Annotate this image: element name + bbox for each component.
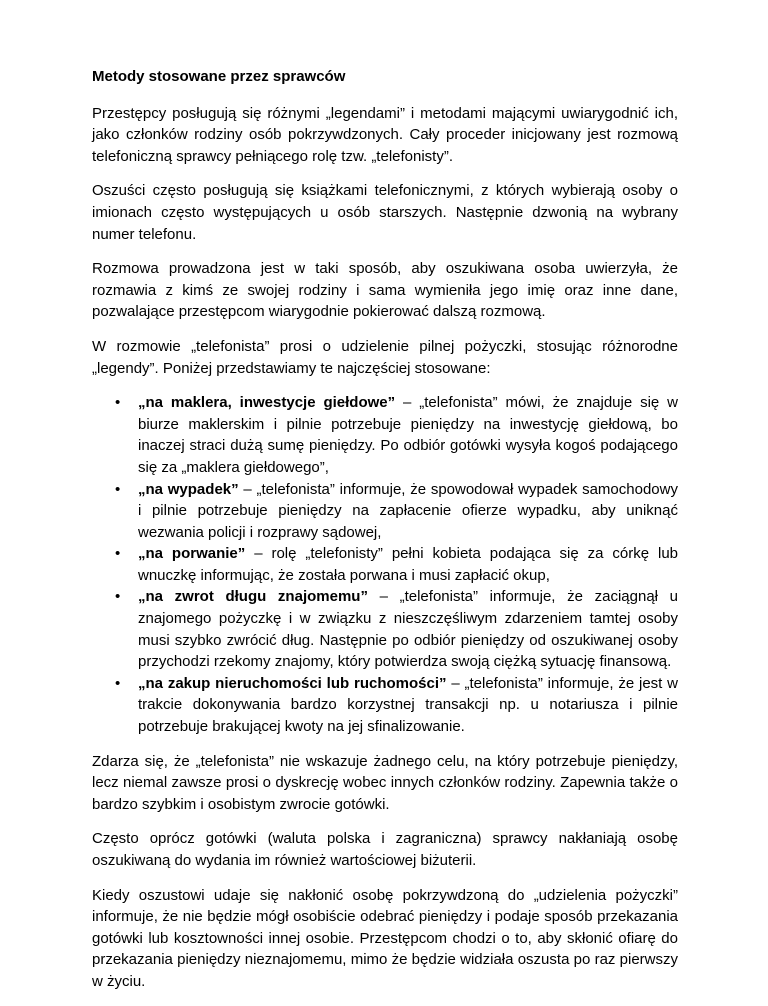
legend-label: „na zwrot długu znajomemu”: [138, 588, 368, 606]
paragraph-jewelry: Często oprócz gotówki (waluta polska i zagraniczna) sprawcy nakłaniają osobę oszukiwaną do wydania im również wartościowej biżuterii.: [92, 830, 678, 869]
paragraph-discretion: Zdarza się, że „telefonista” nie wskazuje żadnego celu, na który potrzebuje pieniędzy, lecz niemal zawsze prosi o dyskrecję wobec innych członków rodziny. Zapewnia także o bardzo szybkim i osobistym zwrocie gotówki.: [92, 752, 678, 813]
legend-text: – „telefonista” informuje, że spowodował wypadek samochodowy i pilnie potrzebuje pieniędzy na zapłacenie ofierze wypadku, aby uniknąć wezwania policji i rozprawy sądowej,: [138, 480, 678, 541]
legend-text: – „telefonista” mówi, że znajduje się w biurze maklerskim i pilnie potrzebuje pieniędzy na inwestycję giełdową, bo inaczej straci dużą sumę pieniędzy. Po odbiór gotówki wysyła kogoś podającego się za „maklera giełdowego”,: [138, 394, 679, 476]
list-item: [115, 479, 678, 544]
list-item: [115, 392, 679, 478]
paragraph-legends-intro: W rozmowie „telefonista” prosi o udzielenie pilnej pożyczki, stosując różnorodne „legendy”. Poniżej przedstawiamy te najczęściej stosowane:: [92, 337, 678, 377]
legend-label: „na wypadek”: [138, 480, 239, 498]
list-item: [115, 586, 678, 672]
legend-label: „na porwanie”: [138, 545, 246, 563]
legend-label: „na maklera, inwestycje giełdowe”: [138, 394, 396, 412]
legends-list: [92, 392, 678, 738]
paragraph-intro: Przestępcy posługują się różnymi „legendami” i metodami mającymi uwiarygodnić ich, jako członków rodziny osób pokrzywdzonych. Cały proceder inicjowany jest rozmową telefoniczną sprawcy pełniącego rolę tzw. „telefonisty”.: [92, 104, 678, 165]
bullet-icon: •: [115, 394, 121, 412]
legend-text: – rolę „telefonisty” pełni kobieta podająca się za córkę lub wnuczkę informując, że została porwana i musi zapłacić okup,: [138, 545, 678, 584]
legend-label: „na zakup nieruchomości lub ruchomości”: [138, 674, 447, 692]
list-item: [115, 543, 678, 586]
bullet-icon: •: [115, 674, 121, 692]
document-page: [92, 66, 678, 1006]
document-title: Metody stosowane przez sprawców: [92, 68, 346, 85]
paragraph-phonebooks: Oszuści często posługują się książkami telefonicznymi, z których wybierają osoby o imionach często występujących u osób starszych. Następnie dzwonią na wybrany numer telefonu.: [92, 182, 678, 243]
bullet-icon: •: [115, 588, 121, 606]
paragraph-conversation: Rozmowa prowadzona jest w taki sposób, aby oszukiwana osoba uwierzyła, że rozmawia z kimś ze swojej rodziny i sama wymieniła jego imię oraz inne dane, pozwalające przestępcom wiarygodnie pokierować dalszą rozmową.: [92, 260, 678, 321]
list-item: [115, 673, 679, 738]
paragraph-handover: Kiedy oszustowi udaje się nakłonić osobę pokrzywdzoną do „udzielenia pożyczki” informuje, że nie będzie mógł osobiście odebrać pieniędzy i podaje sposób przekazania gotówki lub kosztowności innej osobie. Przestępcom chodzi o to, aby skłonić ofiarę do przekazania pieniędzy nieznajomemu, mimo że będzie widziała oszusta po raz pierwszy w życiu.: [92, 886, 678, 990]
bullet-icon: •: [115, 545, 121, 563]
bullet-icon: •: [115, 480, 121, 498]
legend-text: – „telefonista” informuje, że jest w trakcie dokonywania bardzo korzystnej transakcji np. u notariusza i pilnie potrzebuje brakującej kwoty na jej sfinalizowanie.: [138, 674, 679, 736]
legend-text: – „telefonista” informuje, że zaciągnął u znajomego pożyczkę i w związku z nieszczęśliwym zdarzeniem tamtej osoby musi szybko zwrócić dług. Następnie po odbiór pieniędzy od oszukiwanej osoby przychodzi rzekomy znajomy, który potwierdza swoją ciężką sytuację finansową.: [138, 588, 678, 671]
